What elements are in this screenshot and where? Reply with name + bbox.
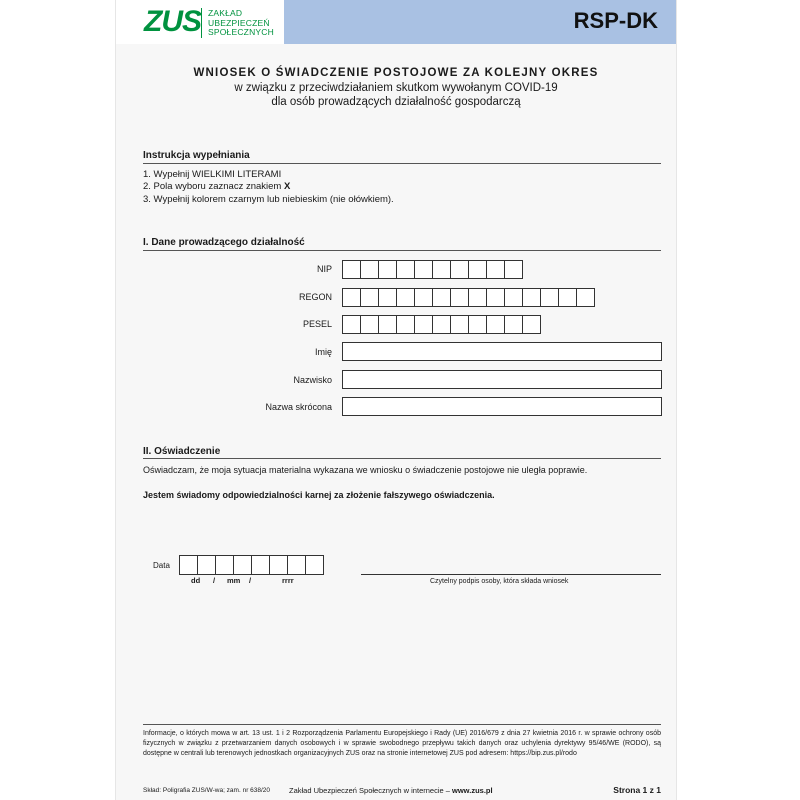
nip-digit-box[interactable]: [360, 260, 378, 279]
pesel-digit-box[interactable]: [486, 315, 504, 334]
date-digit-box[interactable]: [215, 555, 233, 575]
section-2-rule: [143, 458, 661, 459]
pesel-digit-box[interactable]: [468, 315, 486, 334]
instruction-item-3: 3. Wypełnij kolorem czarnym lub niebieskim (nie ołówkiem).: [143, 194, 394, 205]
pesel-digit-box[interactable]: [522, 315, 541, 334]
form-subtitle-2: dla osób prowadzących działalność gospodarczą: [271, 96, 521, 108]
nip-digit-box[interactable]: [378, 260, 396, 279]
section-2-heading: II. Oświadczenie: [143, 446, 221, 457]
date-digit-box[interactable]: [197, 555, 215, 575]
date-separator: /: [213, 576, 216, 585]
regon-digit-box[interactable]: [396, 288, 414, 307]
regon-digit-box[interactable]: [378, 288, 396, 307]
instructions-heading: Instrukcja wypełniania: [143, 150, 250, 161]
form-page: [115, 0, 677, 800]
instruction-item-1: 1. Wypełnij WIELKIMI LITERAMI: [143, 169, 282, 180]
regon-digit-box[interactable]: [468, 288, 486, 307]
regon-digit-box[interactable]: [432, 288, 450, 307]
nip-digit-box[interactable]: [504, 260, 523, 279]
awareness-text: Jestem świadomy odpowiedzialności karnej za złożenie fałszywego oświadczenia.: [143, 490, 495, 500]
form-title: WNIOSEK O ŚWIADCZENIE POSTOJOWE ZA KOLEJNY OKRES: [193, 67, 599, 79]
zus-logo-name: ZAKŁAD UBEZPIECZEŃ SPOŁECZNYCH: [208, 8, 274, 37]
instruction-mark: X: [283, 181, 291, 192]
regon-digit-box[interactable]: [360, 288, 378, 307]
pesel-digit-box[interactable]: [360, 315, 378, 334]
instruction-item-2: 2. Pola wyboru zaznacz znakiem X: [143, 181, 291, 192]
signature-caption: Czytelny podpis osoby, która składa wniosek: [430, 578, 569, 585]
regon-digit-box[interactable]: [342, 288, 360, 307]
imie-field[interactable]: [342, 342, 662, 361]
nip-digit-box[interactable]: [396, 260, 414, 279]
pesel-digit-box[interactable]: [378, 315, 396, 334]
page-number: Strona 1 z 1: [613, 785, 661, 795]
regon-digit-box[interactable]: [540, 288, 558, 307]
pesel-digit-box[interactable]: [414, 315, 432, 334]
footer-rule: [143, 724, 661, 725]
date-digit-box[interactable]: [179, 555, 197, 575]
nip-digit-box[interactable]: [468, 260, 486, 279]
pesel-digit-box[interactable]: [504, 315, 522, 334]
section-1-rule: [143, 250, 661, 251]
pesel-digit-box[interactable]: [396, 315, 414, 334]
nazwisko-field[interactable]: [342, 370, 662, 389]
date-label: Data: [153, 561, 170, 570]
date-digit-box[interactable]: [287, 555, 305, 575]
regon-digit-box[interactable]: [414, 288, 432, 307]
pesel-digit-box[interactable]: [450, 315, 468, 334]
pesel-digit-box[interactable]: [432, 315, 450, 334]
nip-label: NIP: [316, 264, 332, 274]
regon-digit-box[interactable]: [558, 288, 576, 307]
regon-digit-box[interactable]: [450, 288, 468, 307]
header: [116, 0, 676, 44]
print-info: Skład: Poligrafia ZUS/W-wa; zam. nr 638/20: [143, 787, 271, 794]
nip-digit-box[interactable]: [450, 260, 468, 279]
instructions-rule: [143, 163, 661, 164]
regon-digit-box[interactable]: [486, 288, 504, 307]
date-digit-box[interactable]: [233, 555, 251, 575]
section-1-heading: I. Dane prowadzącego działalność: [143, 237, 305, 248]
nip-field[interactable]: [342, 260, 523, 278]
nazwisko-label: Nazwisko: [293, 375, 332, 385]
regon-digit-box[interactable]: [576, 288, 595, 307]
pesel-label: PESEL: [302, 319, 332, 329]
regon-digit-box[interactable]: [504, 288, 522, 307]
pesel-field[interactable]: [342, 315, 541, 333]
nip-digit-box[interactable]: [486, 260, 504, 279]
zus-logo: ZUS: [144, 5, 201, 38]
online-info: Zakład Ubezpieczeń Społecznych w internecie – www.zus.pl: [289, 786, 493, 795]
regon-digit-box[interactable]: [522, 288, 540, 307]
signature-line[interactable]: [361, 574, 661, 575]
regon-label: REGON: [298, 292, 332, 302]
nip-digit-box[interactable]: [414, 260, 432, 279]
zus-website-link[interactable]: www.zus.pl: [452, 786, 493, 795]
nazwa-skrocona-label: Nazwa skrócona: [265, 402, 332, 412]
date-digit-box[interactable]: [251, 555, 269, 575]
date-digit-box[interactable]: [269, 555, 287, 575]
date-mm-label: mm: [227, 576, 241, 585]
date-separator: /: [249, 576, 252, 585]
imie-label: Imię: [314, 347, 332, 357]
rodo-info-text: Informacje, o których mowa w art. 13 ust. 1 i 2 Rozporządzenia Parlamentu Europejskiego i Rady (UE) 2016/679 z dnia 27 kwietnia 2016 r. w sprawie ochrony osób fizycznych w związku z przetwarzaniem danych osobowych i w sprawie swobodnego przepływu takich danych oraz uchylenia dyrektywy 95/46/WE (RODO), są dostępne w centrali lub terenowych jednostkach organizacyjnych ZUS oraz na stronie internetowej ZUS pod adresem: https://bip.zus.pl/rodo: [143, 730, 661, 757]
date-digit-box[interactable]: [305, 555, 324, 575]
pesel-digit-box[interactable]: [342, 315, 360, 334]
nip-digit-box[interactable]: [342, 260, 360, 279]
regon-field[interactable]: [342, 288, 595, 306]
nip-digit-box[interactable]: [432, 260, 450, 279]
form-subtitle-1: w związku z przeciwdziałaniem skutkom wywołanym COVID-19: [234, 82, 558, 94]
form-code: RSP-DK: [573, 8, 658, 33]
nazwa-skrocona-field[interactable]: [342, 397, 662, 416]
logo-divider: [201, 8, 202, 38]
date-field[interactable]: [179, 555, 324, 575]
date-dd-label: dd: [191, 576, 201, 585]
statement-text: Oświadczam, że moja sytuacja materialna wykazana we wniosku o świadczenie postojowe nie uległa poprawie.: [143, 465, 588, 475]
date-yyyy-label: rrrr: [282, 576, 294, 585]
